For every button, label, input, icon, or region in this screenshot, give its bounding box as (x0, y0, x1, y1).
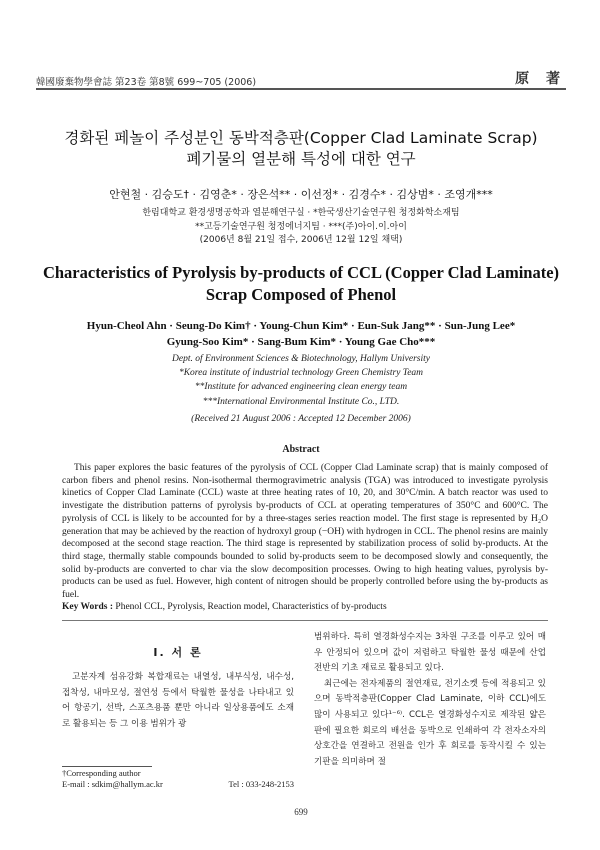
contact-phone: Tel : 033-248-2153 (228, 779, 294, 789)
contact-email: E-mail : sdkim@hallym.ac.kr (62, 779, 163, 789)
abstract-body: This paper explores the basic features of the pyrolysis of CCL (Copper Clad Laminate scrap) that is mainly composed of carbon fibers and phenol resins. Non-isothermal thermogravimetric analysis (TGA) was introduced to investigate pyrolysis kinetics of Copper Clad Laminate (CCL) waste at three heating rates of 10, 20, and 30°C/min. A batch reactor was used to investigate the distribution patterns of pyrolysis by-products of CCL at operating temperatures of 350°C and 600°C. The pyrolysis of CCL is likely to be accounted for by a three-stages series reaction model. The first stage is represented by H₂O generation that may be achieved by the reaction of hydroxyl group (−OH) with hydrogen in CCL. The phenol resins are mainly decomposed at the second stage reaction. The third stage is represented by stabilization process of solid by-products. At the third stage, thermally stable compounds bounded to solid by-products seem to be decomposed slowly and consequently, the solid by-products are converted to char via the slow decomposition processes. Owing to high heating values, pyrolysis by-products can be used as fuel. However, high content of nitrogen should be properly controlled before using the by-products as fuel. (62, 463, 548, 601)
corresponding-author-note: †Corresponding author (62, 768, 141, 778)
korean-affiliation-line: 한림대학교 환경생명공학과 열분해연구실 · *한국생산기술연구원 청정화학소재팀 (142, 208, 460, 218)
korean-title (36, 128, 566, 170)
body-paragraph: 최근에는 전자제품의 절연재료, 전기소켓 등에 적용되고 있으며 동박적층판(Copper Clad Laminate, 이하 CCL)에도 많이 사용되고 있다¹⁻⁶⁾. CCL은 열경화성수지로 제작된 얇은 판에 필요한 회로의 배선을 동박으로 인쇄하여 각 전자소자의 상호간을 연결하고 전원을 인가 후 회로를 동작시킬 수 있는 기판을 의미하며 절 (314, 678, 546, 767)
running-head (36, 68, 566, 88)
page-number: 699 (294, 807, 308, 817)
korean-title-line: 폐기물의 열분해 특성에 대한 연구 (186, 150, 416, 168)
korean-affiliation-line: **고등기술연구원 청정에너지팀 · ***(주)아이.이.아이 (195, 221, 407, 232)
english-title-line: Scrap Composed of Phenol (205, 285, 397, 304)
english-authors (36, 318, 566, 350)
body-paragraph: 고분자계 섬유강화 복합재료는 내열성, 내부식성, 내수성, 접착성, 내마모성, 절연성 등에서 탁월한 물성을 나타내고 있어 항공기, 선박, 스포츠용품 뿐만 아니라 일상용품에도 소재로 활용되는 등 그 이용 범위가 광 (62, 672, 294, 729)
keywords-label: Key Words : (62, 602, 114, 612)
keywords-text: Phenol CCL, Pyrolysis, Reaction model, Characteristics of by-products (113, 602, 387, 612)
english-affiliation-line: *Korea institute of industrial technology Green Chemistry Team (178, 368, 424, 379)
right-column (314, 630, 546, 770)
journal-citation: 韓國廢棄物學會誌 第23卷 第8號 699~705 (2006) (36, 77, 257, 88)
article-type-label: 原 著 (515, 71, 566, 87)
english-authors-line: Hyun-Cheol Ahn · Seung-Do Kim† · Young-Chun Kim* · Eun-Suk Jang** · Sun-Jung Lee* (86, 320, 516, 332)
abstract-divider (62, 620, 548, 621)
keywords (62, 602, 548, 612)
english-received-dates: (Received 21 August 2006 : Accepted 12 December 2006) (191, 413, 411, 424)
korean-title-line: 경화된 페놀이 주성분인 동박적층판(Copper Clad Laminate Scrap) (64, 129, 538, 147)
korean-affiliations (36, 207, 566, 248)
header-rule (36, 88, 566, 90)
footnote (62, 768, 294, 790)
footnote-rule (62, 766, 152, 767)
korean-authors: 안현철 · 김승도† · 김영춘* · 장은석** · 이선정* · 김경수* · 김상범* · 조영개*** (109, 188, 493, 201)
korean-received-dates: (2006년 8월 21일 접수, 2006년 12월 12일 채택) (199, 235, 403, 245)
english-affiliation-line: Dept. of Environment Sciences & Biotechnology, Hallym University (172, 354, 430, 364)
body-paragraph: 범위하다. 특히 열경화성수지는 3차원 구조를 이루고 있어 매우 안정되어 있으며 값이 저렴하고 탁월한 물성 때문에 산업 전반의 기초 재료로 활용되고 있다. (314, 632, 546, 674)
english-title-line: Characteristics of Pyrolysis by-products of CCL (Copper Clad Laminate) (42, 263, 560, 282)
english-title (36, 262, 566, 306)
english-affiliation-line: ***International Environmental Institute Co., LTD. (202, 396, 400, 407)
abstract-heading: Abstract (282, 444, 320, 455)
section-heading-introduction: I. 서 론 (153, 646, 203, 659)
english-affiliation-line: **Institute for advanced engineering clean energy team (194, 382, 408, 393)
english-affiliations (36, 352, 566, 426)
english-authors-line: Gyung-Soo Kim* · Sang-Bum Kim* · Young Gae Cho*** (166, 336, 436, 348)
left-column (62, 630, 294, 732)
contact-row (62, 779, 294, 790)
